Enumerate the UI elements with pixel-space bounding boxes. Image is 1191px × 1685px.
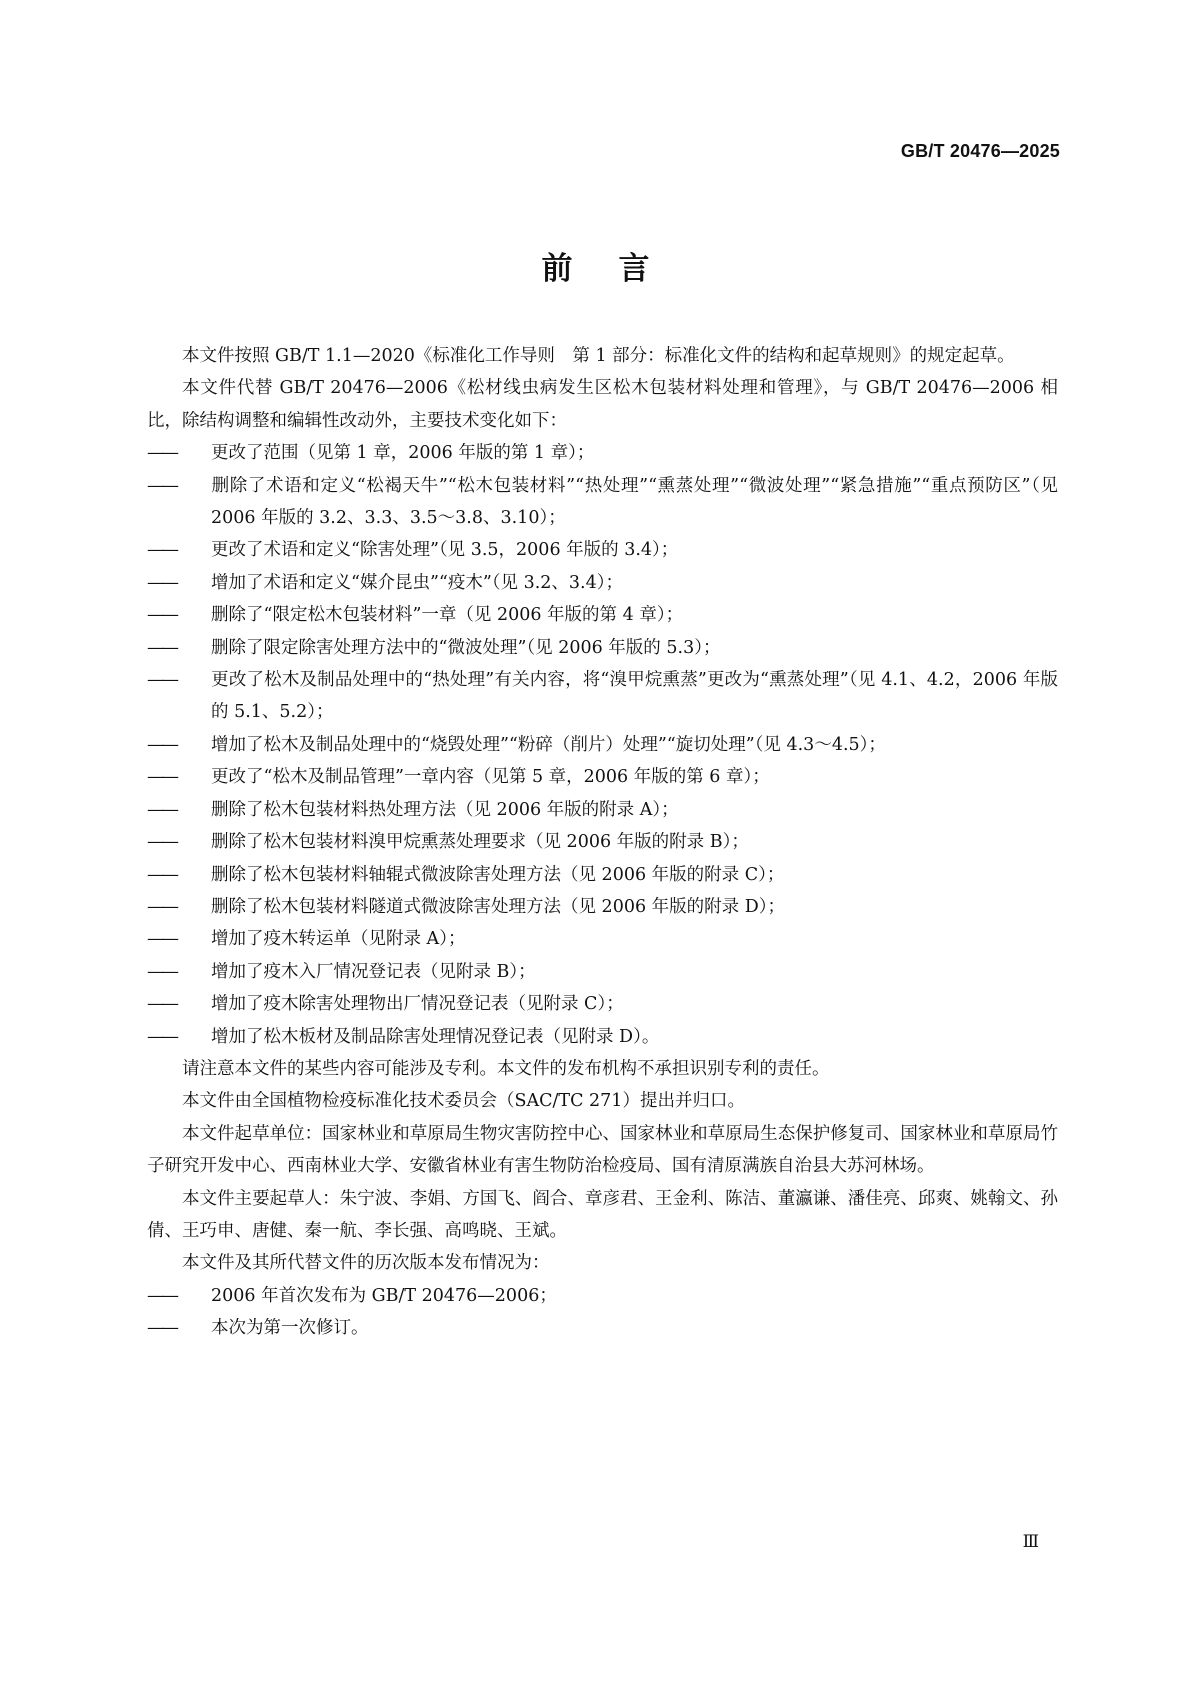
standard-number: GB/T 20476—2025 [900, 141, 1060, 161]
list-item [147, 599, 1058, 631]
list-item [147, 859, 1058, 891]
list-item-text: 增加了疫木除害处理物出厂情况登记表（见附录 C）； [211, 994, 624, 1015]
dash-bullet: —— [147, 475, 176, 496]
list-item-text: 增加了疫木转运单（见附录 A）； [211, 929, 466, 950]
list-item-text: 本次为第一次修订。 [211, 1318, 369, 1339]
paragraph: 本文件代替 GB/T 20476—2006《松材线虫病发生区松木包装材料处理和管理》，与 GB/T 20476—2006 相比，除结构调整和编辑性改动外，主要技术变化如下： [147, 378, 1058, 431]
list-item-text: 增加了松木及制品处理中的“烧毁处理”“粉碎（削片）处理”“旋切处理”（见 4.3～4.5）； [211, 734, 886, 755]
list-item-text: 删除了松木包装材料隧道式微波除害处理方法（见 2006 年版的附录 D）； [211, 896, 786, 917]
list-item-text: 增加了松木板材及制品除害处理情况登记表（见附录 D）。 [211, 1026, 660, 1047]
list-item-text: 更改了范围（见第 1 章，2006 年版的第 1 章）； [211, 443, 595, 464]
technical-changes-list [147, 437, 1058, 1053]
dash-bullet: —— [147, 1285, 176, 1306]
dash-bullet: —— [147, 443, 176, 464]
list-item-text: 删除了松木包装材料溴甲烷熏蒸处理要求（见 2006 年版的附录 B）； [211, 832, 749, 853]
list-item-text: 更改了“松木及制品管理”一章内容（见第 5 章，2006 年版的第 6 章）； [211, 767, 770, 788]
list-item-text: 删除了术语和定义“松褐天牛”“松木包装材料”“热处理”“熏蒸处理”“微波处理”“紧急措施”“重点预防区”（见 2006 年版的 3.2、3.3、3.5～3.8、3.10）； [211, 475, 1058, 529]
version-history-list [147, 1280, 1058, 1345]
list-item [147, 891, 1058, 923]
list-item [147, 729, 1058, 761]
list-item-text: 删除了“限定松木包装材料”一章（见 2006 年版的第 4 章）； [211, 605, 684, 626]
list-item-text: 更改了松木及制品处理中的“热处理”有关内容，将“溴甲烷熏蒸”更改为“熏蒸处理”（见 4.1、4.2，2006 年版的 5.1、5.2）； [211, 670, 1058, 723]
list-item [147, 988, 1058, 1020]
paragraph: 本文件起草单位：国家林业和草原局生物灾害防控中心、国家林业和草原局生态保护修复司、国家林业和草原局竹子研究开发中心、西南林业大学、安徽省林业有害生物防治检疫局、国有清原满族自治县大苏河林场。 [147, 1123, 1058, 1177]
paragraph: 本文件按照 GB/T 1.1—2020《标准化工作导则 第 1 部分：标准化文件的结构和起草规则》的规定起草。 [182, 346, 1015, 366]
list-item [147, 761, 1058, 793]
dash-bullet: —— [147, 540, 176, 561]
list-item [147, 794, 1058, 826]
list-item-text: 增加了术语和定义“媒介昆虫”“疫木”（见 3.2、3.4）； [211, 572, 624, 593]
paragraph: 请注意本文件的某些内容可能涉及专利。本文件的发布机构不承担识别专利的责任。 [182, 1058, 830, 1079]
paragraph: 本文件主要起草人：朱宁波、李娟、方国飞、阎合、章彦君、王金利、陈洁、董瀛谦、潘佳亮、邱爽、姚翰文、孙倩、王巧申、唐健、秦一航、李长强、高鸣晓、王斌。 [147, 1188, 1058, 1241]
list-item [147, 1280, 1058, 1312]
dash-bullet: —— [147, 799, 176, 820]
paragraph: 本文件由全国植物检疫标准化技术委员会（SAC/TC 271）提出并归口。 [182, 1091, 745, 1112]
list-item [147, 1312, 1058, 1344]
dash-bullet: —— [147, 1026, 176, 1047]
list-item-text: 删除了松木包装材料热处理方法（见 2006 年版的附录 A）； [211, 799, 679, 820]
list-item-text: 删除了限定除害处理方法中的“微波处理”（见 2006 年版的 5.3）； [211, 637, 721, 658]
list-item-text: 增加了疫木入厂情况登记表（见附录 B）； [211, 961, 536, 982]
dash-bullet: —— [147, 994, 176, 1015]
list-item [147, 956, 1058, 988]
list-item-text: 删除了松木包装材料轴辊式微波除害处理方法（见 2006 年版的附录 C）； [211, 864, 785, 885]
paragraph: 本文件及其所代替文件的历次版本发布情况为： [182, 1253, 550, 1274]
page-title: 前言 [541, 251, 696, 287]
dash-bullet: —— [147, 572, 176, 593]
page-number: Ⅲ [1022, 1532, 1039, 1552]
list-item [147, 1021, 1058, 1053]
list-item [147, 664, 1058, 729]
list-item-text: 更改了术语和定义“除害处理”（见 3.5，2006 年版的 3.4）； [211, 540, 679, 561]
dash-bullet: —— [147, 605, 176, 626]
list-item [147, 437, 1058, 469]
list-item [147, 567, 1058, 599]
dash-bullet: —— [147, 864, 176, 885]
dash-bullet: —— [147, 961, 176, 982]
dash-bullet: —— [147, 1318, 176, 1339]
list-item [147, 826, 1058, 858]
list-item [147, 534, 1058, 566]
dash-bullet: —— [147, 734, 176, 755]
dash-bullet: —— [147, 929, 176, 950]
dash-bullet: —— [147, 767, 176, 788]
list-item-text: 2006 年首次发布为 GB/T 20476—2006； [211, 1285, 557, 1306]
dash-bullet: —— [147, 832, 176, 853]
list-item [147, 632, 1058, 664]
document-body [147, 340, 1058, 1345]
list-item [147, 470, 1058, 535]
dash-bullet: —— [147, 637, 176, 658]
list-item [147, 923, 1058, 955]
dash-bullet: —— [147, 896, 176, 917]
dash-bullet: —— [147, 670, 176, 691]
